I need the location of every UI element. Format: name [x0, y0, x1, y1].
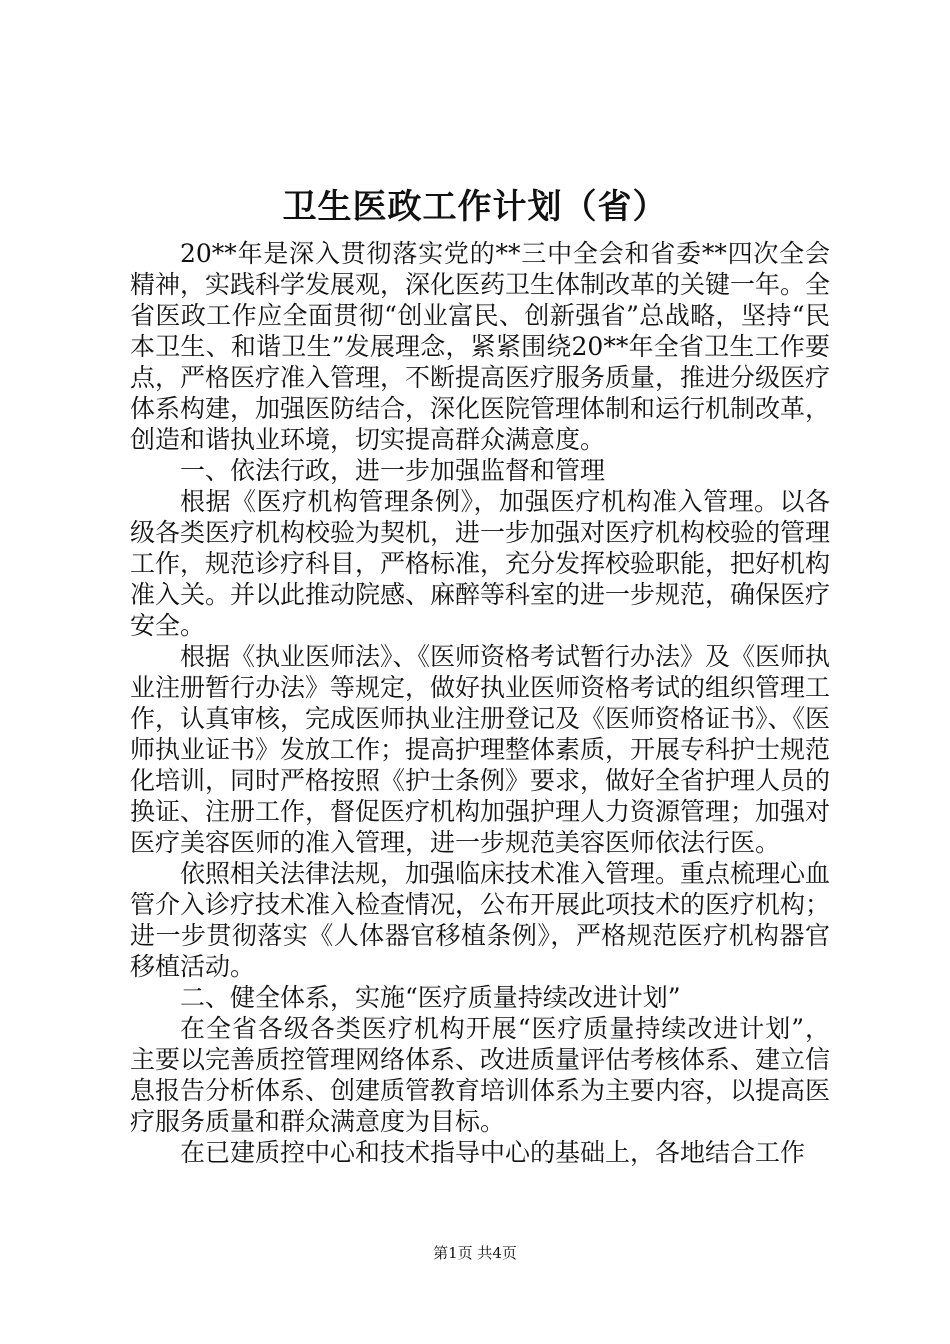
paragraph-quality-centers: 在已建质控中心和技术指导中心的基础上，各地结合工作 [180, 1138, 806, 1167]
paragraph-quality-plan: 在全省各级各类医疗机构开展“医疗质量持续改进计划”，主要以完善质控管理网络体系、改进质量评估考核体系、建立信息报告分析体系、创建质管教育培训体系为主要内容，以提高医疗服务质量和群众满意度为目标。 [130, 1014, 831, 1136]
document-title: 卫生医政工作计划（省） [282, 187, 668, 227]
paragraph-intro: 20**年是深入贯彻落实党的**三中全会和省委**四次全会精神，实践科学发展观，深化医药卫生体制改革的关键一年。全省医政工作应全面贯彻“创业富民、创新强省”总战略，坚持“民本卫生、和谐卫生”发展理念，紧紧围绕20**年全省卫生工作要点，严格医疗准入管理，不断提高医疗服务质量，推进分级医疗体系构建，加强医防结合，深化医院管理体制和运行机制改革，创造和谐执业环境，切实提高群众满意度。 [130, 239, 831, 454]
section-heading-1: 一、依法行政，进一步加强监督和管理 [180, 456, 606, 485]
document-body [130, 238, 830, 1168]
paragraph-institution-access: 根据《医疗机构管理条例》，加强医疗机构准入管理。以各级各类医疗机构校验为契机，进一步加强对医疗机构校验的管理工作，规范诊疗科目，严格标准，充分发挥校验职能，把好机构准入关。并以此推动院感、麻醉等科室的进一步规范，确保医疗安全。 [130, 487, 831, 640]
section-heading-2: 二、健全体系，实施“医疗质量持续改进计划” [180, 983, 681, 1012]
paragraph-technology-access: 依照相关法律法规，加强临床技术准入管理。重点梳理心血管介入诊疗技术准入检查情况，公布开展此项技术的医疗机构；进一步贯彻落实《人体器官移植条例》，严格规范医疗机构器官移植活动。 [130, 859, 831, 981]
page-number-footer: 第1页 共4页 [433, 1244, 517, 1262]
paragraph-physician-registration: 根据《执业医师法》、《医师资格考试暂行办法》及《医师执业注册暂行办法》等规定，做好执业医师资格考试的组织管理工作，认真审核，完成医师执业注册登记及《医师资格证书》、《医师执业证书》发放工作；提高护理整体素质，开展专科护士规范化培训，同时严格按照《护士条例》要求，做好全省护理人员的换证、注册工作，督促医疗机构加强护理人力资源管理；加强对医疗美容医师的准入管理，进一步规范美容医师依法行医。 [130, 642, 831, 857]
